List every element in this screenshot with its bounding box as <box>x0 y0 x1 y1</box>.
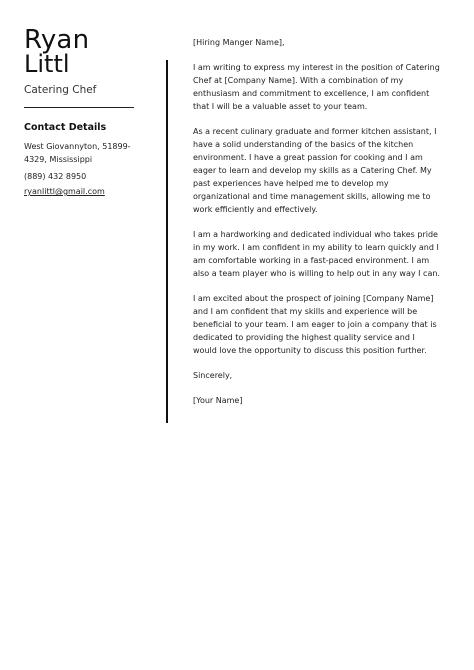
letter-signature: [Your Name] <box>193 396 243 405</box>
letter-paragraph: I am a hardworking and dedicated individual who takes pride in my work. I am confident in my ability to learn quickly and I am comfortable working in a fast-paced environment. I am also a team player who is willing to help out in any way I can. <box>193 230 440 278</box>
contact-heading: Contact Details <box>24 122 107 133</box>
job-title: Catering Chef <box>24 84 97 96</box>
header-divider <box>24 107 134 108</box>
letter-paragraph: I am excited about the prospect of joining [Company Name] and I am confident that my skills and experience will be beneficial to your team. I am eager to join a company that is dedicated to providing the highest quality service and I would love the opportunity to discuss this position further. <box>193 294 437 355</box>
letter-paragraph: I am writing to express my interest in the position of Catering Chef at [Company Name]. With a combination of my enthusiasm and commitment to excellence, I am confident that I will be a valuable asset to your team. <box>193 63 440 111</box>
first-name: Ryan <box>24 25 90 55</box>
letter-paragraph: As a recent culinary graduate and former kitchen assistant, I have a solid understanding of the basics of the kitchen environment. I have a great passion for cooking and I am eager to learn and develop my skills as a Catering Chef. My past experiences have helped me to develop my organizational and time management skills, allowing me to work efficiently and effectively. <box>193 127 437 214</box>
letter-closing: Sincerely, <box>193 371 233 380</box>
last-name: Littl <box>24 50 70 78</box>
vertical-divider <box>166 60 168 423</box>
contact-phone: (889) 432 8950 <box>24 172 87 181</box>
letter-salutation: [Hiring Manger Name], <box>193 38 285 47</box>
contact-email-link[interactable]: ryanlittl@gmail.com <box>24 187 105 196</box>
contact-address: West Giovannyton, 51899-4329, Mississippi <box>24 142 131 164</box>
letter-body <box>193 36 441 407</box>
